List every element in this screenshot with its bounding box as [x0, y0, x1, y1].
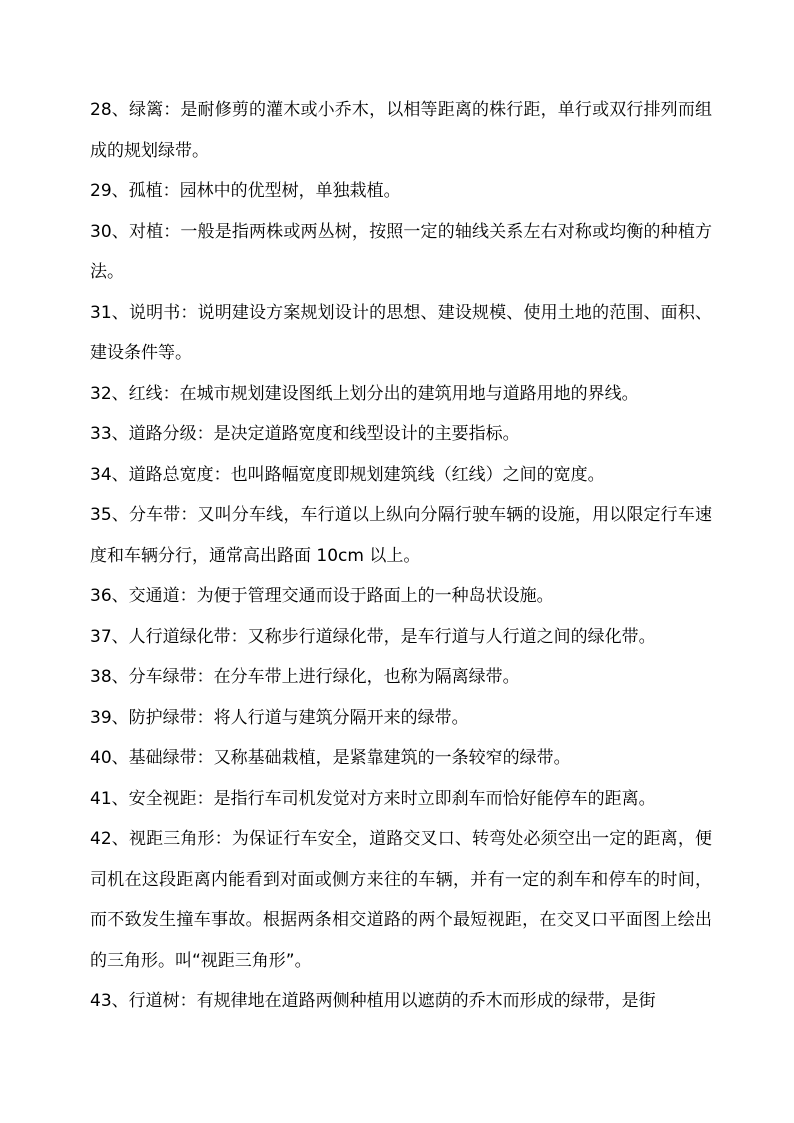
definition-paragraph-29: 29、孤植：园林中的优型树，单独栽植。	[90, 181, 401, 201]
definition-paragraph-32: 32、红线：在城市规划建设图纸上划分出的建筑用地与道路用地的界线。	[90, 383, 639, 404]
document-body	[90, 90, 712, 1022]
definition-paragraph-39: 39、防护绿带：将人行道与建筑分隔开来的绿带。	[90, 707, 469, 728]
definition-paragraph-30: 30、对植：一般是指两株或两丛树，按照一定的轴线关系左右对称或均衡的种植方法。	[90, 221, 712, 282]
definition-paragraph-40: 40、基础绿带：又称基础栽植，是紧靠建筑的一条较窄的绿带。	[90, 748, 571, 768]
definition-paragraph-36: 36、交通道：为便于管理交通而设于路面上的一种岛状设施。	[90, 586, 554, 606]
definition-paragraph-31: 31、说明书：说明建设方案规划设计的思想、建设规模、使用土地的范围、面积、建设条件等。	[90, 302, 712, 363]
definition-paragraph-43: 43、行道树：有规律地在道路两侧种植用以遮荫的乔木而形成的绿带，是街	[90, 991, 656, 1011]
definition-paragraph-41: 41、安全视距：是指行车司机发觉对方来时立即刹车而恰好能停车的距离。	[90, 788, 656, 809]
definition-paragraph-28: 28、绿篱：是耐修剪的灌木或小乔木，以相等距离的株行距，单行或双行排列而组成的规划绿带。	[90, 100, 712, 161]
definition-paragraph-35: 35、分车带：又叫分车线，车行道以上纵向分隔行驶车辆的设施，用以限定行车速度和车辆分行，通常高出路面 10cm 以上。	[90, 505, 712, 566]
definition-paragraph-38: 38、分车绿带：在分车带上进行绿化，也称为隔离绿带。	[90, 667, 520, 687]
definition-paragraph-34: 34、道路总宽度：也叫路幅宽度即规划建筑线（红线）之间的宽度。	[90, 464, 605, 485]
definition-paragraph-33: 33、道路分级：是决定道路宽度和线型设计的主要指标。	[90, 424, 520, 444]
definition-paragraph-42: 42、视距三角形：为保证行车安全，道路交叉口、转弯处必须空出一定的距离，便司机在这段距离内能看到对面或侧方来往的车辆，并有一定的刹车和停车的时间，而不致发生撞车事故。根据两条相交道路的两个最短视距，在交叉口平面图上绘出的三角形。叫“视距三角形”。	[90, 829, 712, 971]
definition-paragraph-37: 37、人行道绿化带：又称步行道绿化带，是车行道与人行道之间的绿化带。	[90, 626, 656, 647]
